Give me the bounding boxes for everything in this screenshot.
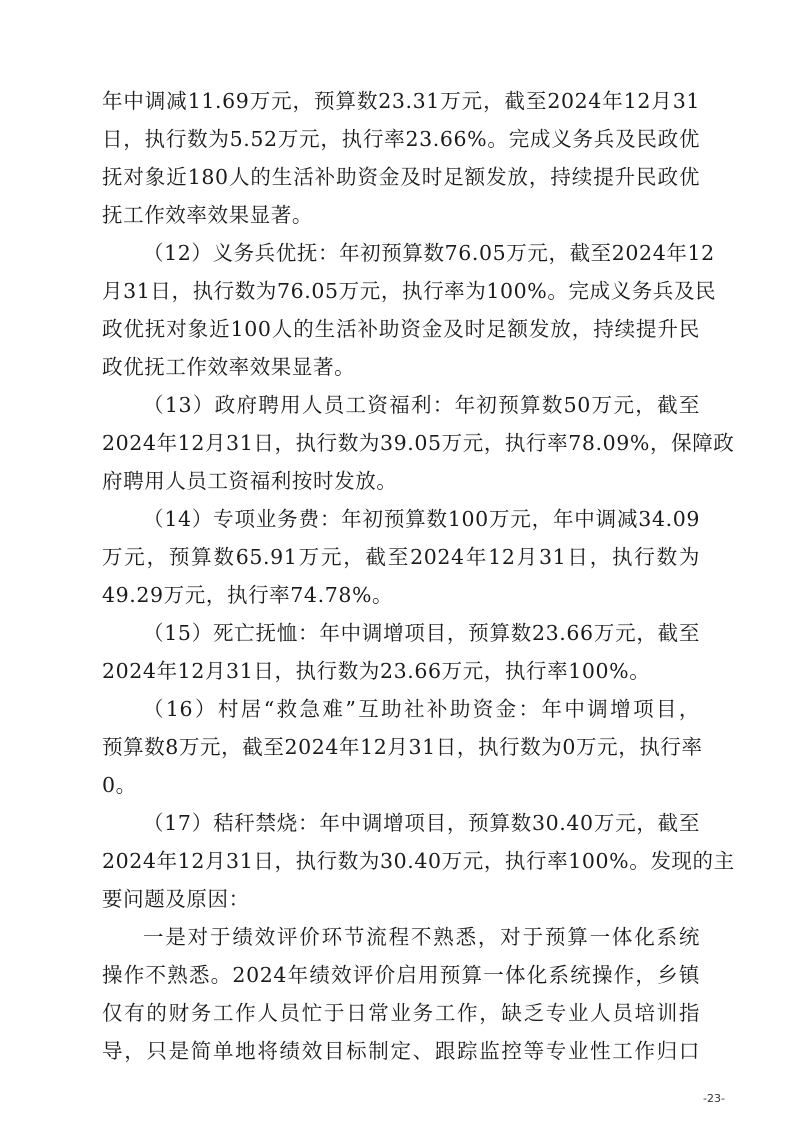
- text-line: 抚工作效率效果显著。: [102, 203, 313, 227]
- text-line: 要问题及原因：: [102, 887, 250, 911]
- text-line: 万元，预算数65.91万元，截至2024年12月31日，执行数为: [102, 545, 700, 569]
- text-line: 政优抚工作效率效果显著。: [102, 355, 356, 379]
- text-line: （15）死亡抚恤：年中调增项目，预算数23.66万元，截至: [143, 621, 700, 645]
- text-line: 仅有的财务工作人员忙于日常业务工作，缺乏专业人员培训指: [102, 1001, 700, 1025]
- text-line: 2024年12月31日，执行数为30.40万元，执行率100%。发现的主: [102, 849, 735, 873]
- document-body: [102, 82, 735, 1070]
- text-line: 府聘用人员工资福利按时发放。: [102, 469, 398, 493]
- text-line: （17）秸秆禁烧：年中调增项目，预算数30.40万元，截至: [143, 811, 700, 835]
- text-line: 日，执行数为5.52万元，执行率23.66%。完成义务兵及民政优: [102, 127, 700, 151]
- paragraph-problem-1: [102, 918, 700, 1070]
- text-line: （12）义务兵优抚：年初预算数76.05万元，截至2024年12: [143, 241, 715, 265]
- text-line: 预算数8万元，截至2024年12月31日，执行数为0万元，执行率: [102, 735, 703, 759]
- text-line: 2024年12月31日，执行数为23.66万元，执行率100%。: [102, 659, 651, 683]
- paragraph-item-16: [102, 690, 703, 804]
- paragraph-continuation: [102, 82, 700, 234]
- text-line: 0。: [102, 773, 137, 797]
- paragraph-item-12: [102, 234, 717, 386]
- paragraph-item-15: [102, 614, 700, 690]
- text-line: 月31日，执行数为76.05万元，执行率为100%。完成义务兵及民: [102, 279, 717, 303]
- text-line: （16）村居“救急难”互助社补助资金：年中调增项目，: [143, 697, 700, 721]
- text-line: 导，只是简单地将绩效目标制定、跟踪监控等专业性工作归口: [102, 1039, 700, 1063]
- paragraph-item-17: [102, 804, 735, 918]
- paragraph-item-14: [102, 500, 700, 614]
- text-line: 年中调减11.69万元，预算数23.31万元，截至2024年12月31: [102, 89, 700, 113]
- text-line: 抚对象近180人的生活补助资金及时足额发放，持续提升民政优: [102, 165, 700, 189]
- text-line: （14）专项业务费：年初预算数100万元，年中调减34.09: [143, 507, 700, 531]
- text-line: 操作不熟悉。2024年绩效评价启用预算一体化系统操作，乡镇: [102, 963, 700, 987]
- text-line: 2024年12月31日，执行数为39.05万元，执行率78.09%，保障政: [102, 431, 735, 455]
- paragraph-item-13: [102, 386, 735, 500]
- text-line: 49.29万元，执行率74.78%。: [102, 583, 394, 607]
- page-number: -23-: [703, 1092, 725, 1105]
- text-line: 政优抚对象近100人的生活补助资金及时足额发放，持续提升民: [102, 317, 700, 341]
- text-line: 一是对于绩效评价环节流程不熟悉，对于预算一体化系统: [143, 925, 700, 949]
- text-line: （13）政府聘用人员工资福利：年初预算数50万元，截至: [143, 393, 700, 417]
